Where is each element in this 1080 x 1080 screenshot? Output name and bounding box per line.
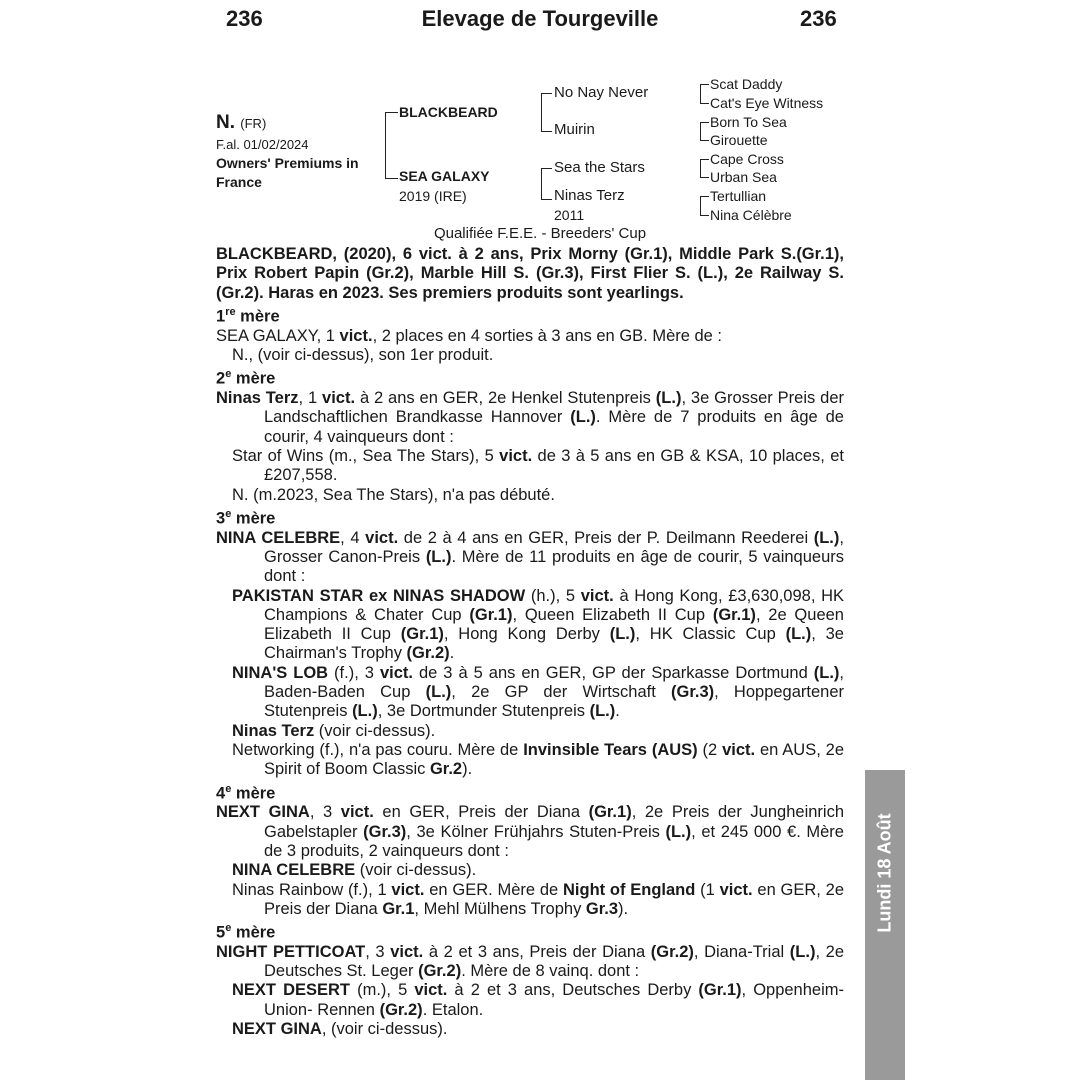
fifth-dam-produce-1: NEXT DESERT (m.), 5 vict. à 2 et 3 ans, Deutsches Derby (Gr.1), Oppenheim-Union- Rennen (Gr.2). Etalon. bbox=[232, 981, 844, 1019]
date-side-tab-label: Lundi 18 Août bbox=[874, 813, 895, 933]
subject-birth: F.al. 01/02/2024 bbox=[216, 137, 309, 152]
fifth-dam-produce-2: NEXT GINA, (voir ci-dessus). bbox=[232, 1020, 448, 1039]
dam-sire: Sea the Stars bbox=[554, 159, 645, 176]
first-dam-heading: 1re mère bbox=[216, 305, 280, 326]
lot-number-right: 236 bbox=[800, 6, 837, 31]
dss: Cape Cross bbox=[710, 151, 784, 167]
ssd: Cat's Eye Witness bbox=[710, 95, 824, 111]
sire-summary: BLACKBEARD, (2020), 6 vict. à 2 ans, Prix Morny (Gr.1), Middle Park S.(Gr.1), Prix Robert Papin (Gr.2), Marble Hill S. (Gr.3), First Flier S. (L.), 2e Railway S. (Gr.2). Haras en 2023. Ses premiers produits sont yearlings. bbox=[216, 245, 844, 302]
fourth-dam-heading: 4e mère bbox=[216, 782, 276, 803]
pedigree-bracket-dd bbox=[700, 196, 709, 216]
first-dam-produce: N., (voir ci-dessus), son 1er produit. bbox=[232, 345, 494, 364]
sdd: Girouette bbox=[710, 132, 768, 148]
subject-name: N. (FR) bbox=[216, 112, 267, 133]
second-dam-heading: 2e mère bbox=[216, 368, 276, 388]
date-side-tab bbox=[865, 770, 905, 1080]
second-dam-produce-2: N. (m.2023, Sea The Stars), n'a pas débuté. bbox=[232, 485, 555, 504]
sire-name: BLACKBEARD bbox=[399, 104, 498, 120]
third-dam-produce-3: Ninas Terz (voir ci-dessus). bbox=[232, 721, 436, 740]
third-dam-heading: 3e mère bbox=[216, 507, 276, 528]
premium-line-2: France bbox=[216, 174, 262, 190]
qualification-line: Qualifiée F.E.E. - Breeders' Cup bbox=[433, 225, 647, 242]
first-dam-text: SEA GALAXY, 1 vict., 2 places en 4 sorties à 3 ans en GB. Mère de : bbox=[216, 326, 723, 345]
pedigree-bracket-gen1 bbox=[385, 112, 398, 179]
pedigree-bracket-ds bbox=[700, 159, 709, 178]
third-dam-produce-4: Networking (f.), n'a pas couru. Mère de Invinsible Tears (AUS) (2 vict. en AUS, 2e Spirit of Boom Classic Gr.2). bbox=[232, 740, 845, 779]
pedigree-bracket-sire bbox=[541, 93, 552, 132]
sire-dam: Muirin bbox=[554, 121, 595, 138]
second-dam-produce-1: Star of Wins (m., Sea The Stars), 5 vict. de 3 à 5 ans en GB & KSA, 10 places, et £207,558. bbox=[232, 446, 845, 485]
dds: Tertullian bbox=[710, 188, 767, 204]
ddd: Nina Célèbre bbox=[710, 207, 792, 223]
sire-sire: No Nay Never bbox=[554, 84, 649, 101]
fifth-dam-text: NIGHT PETTICOAT, 3 vict. à 2 et 3 ans, Preis der Diana (Gr.2), Diana-Trial (L.), 2e Deutsches St. Leger (Gr.2). Mère de 8 vainq. dont : bbox=[216, 942, 845, 981]
dam-year: 2019 (IRE) bbox=[399, 188, 467, 204]
lot-number-left: 236 bbox=[226, 6, 263, 31]
third-dam-text: NINA CELEBRE, 4 vict. de 2 à 4 ans en GER, Preis der P. Deilmann Reederei (L.), Grosser Canon-Preis (L.). Mère de 11 produits en âge de courir, 5 vainqueurs dont : bbox=[216, 528, 844, 586]
third-dam-produce-2: NINA'S LOB (f.), 3 vict. de 3 à 5 ans en GER, GP der Sparkasse Dortmund (L.), Baden-Baden Cup (L.), 2e GP der Wirtschaft (Gr.3), Hoppegartener Stutenpreis (L.), 3e Dortmunder Stutenpreis (L.). bbox=[232, 663, 845, 721]
premium-line-1: Owners' Premiums in bbox=[216, 155, 359, 171]
second-dam-text: Ninas Terz, 1 vict. à 2 ans en GER, 2e Henkel Stutenpreis (L.), 3e Grosser Preis der Landschaftlichen Brandkasse Hannover (L.). Mère de 7 produits en âge de courir, 4 vainqueurs dont : bbox=[216, 389, 844, 446]
pedigree-bracket-sd bbox=[700, 122, 709, 141]
catalogue-title: Elevage de Tourgeville bbox=[421, 6, 659, 31]
pedigree-bracket-dam bbox=[541, 168, 552, 200]
fourth-dam-text: NEXT GINA, 3 vict. en GER, Preis der Diana (Gr.1), 2e Preis der Jungheinrich Gabelstapler (Gr.3), 3e Kölner Frühjahrs Stuten-Preis (L.), et 245 000 €. Mère de 3 produits, 2 vainqueurs dont : bbox=[216, 803, 844, 860]
fifth-dam-heading: 5e mère bbox=[216, 922, 276, 942]
catalogue-body bbox=[216, 245, 844, 1039]
sss: Scat Daddy bbox=[710, 76, 783, 92]
fourth-dam-produce-2: Ninas Rainbow (f.), 1 vict. en GER. Mère de Night of England (1 vict. en GER, 2e Preis der Diana Gr.1, Mehl Mülhens Trophy Gr.3). bbox=[232, 880, 845, 918]
third-dam-produce-1: PAKISTAN STAR ex NINAS SHADOW (h.), 5 vict. à Hong Kong, £3,630,098, HK Champions & Chater Cup (Gr.1), Queen Elizabeth II Cup (Gr.1), 2e Queen Elizabeth II Cup (Gr.1), Hong Kong Derby (L.), HK Classic Cup (L.), 3e Chairman's Trophy (Gr.2). bbox=[232, 586, 845, 663]
dam-name: SEA GALAXY bbox=[399, 168, 490, 184]
dam-dam-year: 2011 bbox=[554, 207, 585, 223]
dam-dam: Ninas Terz bbox=[554, 187, 625, 204]
sds: Born To Sea bbox=[710, 114, 787, 130]
dsd: Urban Sea bbox=[710, 169, 777, 185]
pedigree-bracket-ss bbox=[700, 84, 709, 104]
fourth-dam-produce-1: NINA CELEBRE (voir ci-dessus). bbox=[232, 861, 477, 880]
